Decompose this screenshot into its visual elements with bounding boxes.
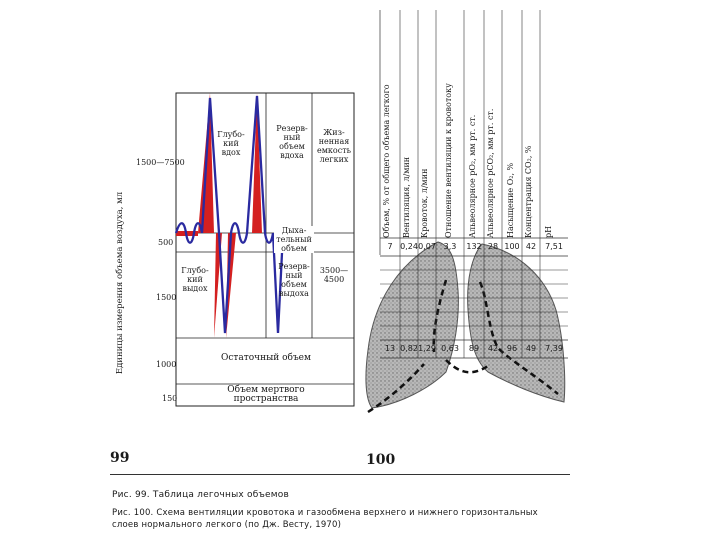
- label-tidal-volume: Дыха- тельный объем: [274, 226, 314, 253]
- col-header-blood-flow: Кровоток, л/мин: [420, 168, 429, 238]
- caption-fig99: Рис. 99. Таблица легочных объемов: [112, 490, 289, 500]
- left-lung: [366, 242, 458, 408]
- col-header-o2-saturation: Насыщение O₂, %: [506, 162, 515, 238]
- top-cell: 0,24: [400, 242, 418, 251]
- right-lung: [468, 244, 565, 402]
- bottom-cell: 0,63: [441, 344, 459, 353]
- bottom-cell: 42: [487, 344, 499, 353]
- label-inspiratory-reserve: Резерв- ный объем вдоха: [276, 124, 308, 160]
- bottom-cell: 1,29: [418, 344, 436, 353]
- top-cell: 7,51: [545, 242, 563, 251]
- y-tick-500: 500: [158, 238, 174, 247]
- col-header-volume: Объем, % от общего объема легкого: [382, 84, 391, 238]
- top-cell: 100: [504, 242, 520, 251]
- bottom-cell: 7,39: [545, 344, 563, 353]
- caption-fig100-line2: слоев нормального легкого (по Дж. Весту, 1970): [112, 520, 342, 530]
- y-tick-1000: 1000: [156, 360, 177, 369]
- label-vital-capacity-value: 3500— 4500: [319, 266, 349, 284]
- top-cell: 28: [487, 242, 499, 251]
- col-header-ph: pH: [544, 225, 553, 238]
- fig99-lung-volumes-diagram: [115, 88, 358, 408]
- bottom-cell: 96: [506, 344, 518, 353]
- page-number-right: 100: [366, 452, 396, 468]
- label-deep-exhale: Глубо- кий выдох: [181, 266, 209, 293]
- bottom-cell: 0,82: [400, 344, 418, 353]
- caption-fig100-line1: Рис. 100. Схема вентиляции кровотока и газообмена верхнего и нижнего горизонтальных: [112, 508, 538, 518]
- label-vital-capacity: Жиз- ненная емкость легких: [316, 128, 352, 164]
- bottom-cell: 13: [384, 344, 396, 353]
- top-cell: 7: [387, 242, 393, 251]
- label-residual-volume: Остаточный объем: [220, 353, 312, 363]
- bottom-cell: 89: [468, 344, 480, 353]
- label-dead-space: Объем мертвого пространства: [227, 385, 305, 404]
- top-cell: 42: [525, 242, 537, 251]
- y-axis-title: Единицы измерения объема воздуха, мл: [115, 191, 125, 375]
- y-tick-7500: 1500—7500: [136, 158, 185, 167]
- bottom-cell: 49: [525, 344, 537, 353]
- col-header-co2-concentration: Концентрация CO₂, %: [524, 145, 533, 238]
- top-cell: 132: [466, 242, 482, 251]
- top-cell: 0,07: [418, 242, 436, 251]
- y-tick-1500: 1500: [156, 293, 177, 302]
- col-header-va-q-ratio: Отношение вентиляции к кровотоку: [444, 83, 453, 238]
- label-deep-inhale: Глубо- кий вдох: [217, 130, 245, 157]
- divider-rule: [110, 474, 570, 475]
- col-header-ventilation: Вентиляция, л/мин: [402, 156, 411, 238]
- label-expiratory-reserve: Резерв- ный объем выдоха: [278, 262, 310, 298]
- col-header-pco2: Альвеолярное pCO₂, мм рт. ст.: [486, 108, 495, 238]
- col-header-po2: Альвеолярное pO₂, мм рт. ст.: [468, 114, 477, 238]
- y-tick-150: 150: [162, 394, 178, 403]
- page-number-left: 99: [110, 450, 130, 466]
- fig100-ventilation-diagram: [360, 0, 570, 420]
- top-cell: 3,3: [443, 242, 457, 251]
